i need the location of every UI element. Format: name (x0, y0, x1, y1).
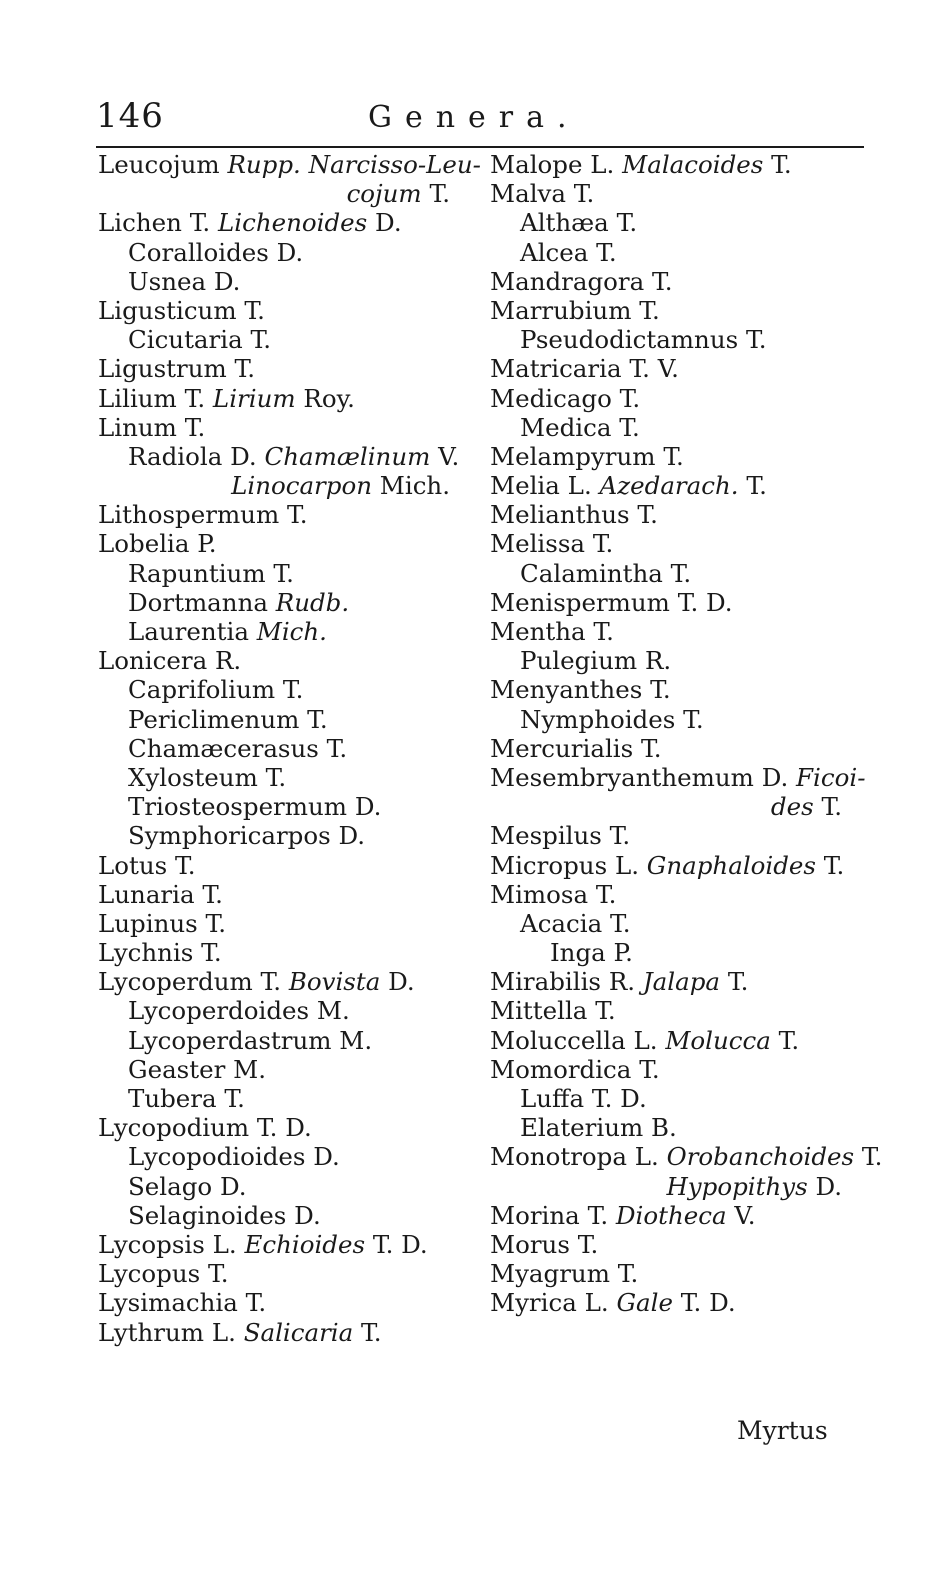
authority-abbrev: T. (650, 675, 671, 705)
genus-name: Mittella (490, 996, 588, 1026)
authority-abbrev: T. (745, 325, 767, 355)
authority-abbrev: T. (587, 1200, 609, 1230)
genus-entry (490, 1084, 870, 1113)
authority-abbrev: T. (260, 967, 282, 997)
genus-entry (98, 559, 478, 588)
authority-abbrev: T. (641, 733, 662, 763)
genus-entry (490, 821, 870, 850)
genus-name: Calamintha (520, 558, 663, 588)
authority-abbrev: T. (244, 295, 265, 325)
entry-continuation (490, 792, 870, 821)
genus-entry (490, 238, 870, 267)
genus-entry (490, 1055, 870, 1084)
authority-abbrev: T. (746, 471, 767, 501)
genus-entry (490, 617, 870, 646)
genus-name: Linum (98, 412, 177, 442)
genus-entry (490, 1026, 870, 1055)
authority-abbrev: T. (361, 1317, 382, 1347)
genus-name: Dortmanna (128, 587, 268, 617)
authority-abbrev: T. V. (629, 354, 679, 384)
genus-entry (490, 763, 870, 792)
genus-name: Morus (490, 1229, 570, 1259)
genus-name: Marrubium (490, 295, 632, 325)
genus-entry (98, 529, 478, 558)
authority-abbrev: M. (339, 1025, 373, 1055)
authority-abbrev: T. (184, 412, 206, 442)
genus-entry (490, 208, 870, 237)
genus-entry (98, 150, 481, 179)
genus-name: Lycopus (98, 1259, 201, 1289)
genus-entry (98, 1026, 478, 1055)
right-column (490, 150, 883, 1318)
genus-entry (490, 179, 870, 208)
genus-entry (490, 529, 870, 558)
authority-abbrev: M. (316, 996, 350, 1026)
genus-name: Selago (128, 1171, 213, 1201)
synonym-name: Narcisso-Leu- (308, 150, 481, 179)
genus-entry (98, 1230, 478, 1259)
genus-name: Lysimachia (98, 1288, 238, 1318)
authority-abbrev: M. (233, 1054, 266, 1084)
genus-entry (490, 1288, 870, 1317)
synonym-name: Lirium (212, 383, 296, 413)
genus-name: Micropus (490, 850, 608, 880)
genus-name: Medica (520, 412, 612, 442)
authority-abbrev: T. (265, 762, 287, 792)
genus-name: Mentha (490, 617, 586, 646)
authority-abbrev: T. (771, 150, 792, 179)
genus-name: Melia (490, 471, 560, 501)
genus-name: Mirabilis (490, 967, 602, 997)
genus-name: Ligustrum (98, 354, 227, 384)
genus-name: Lychnis (98, 938, 194, 968)
genus-name: Elaterium (520, 1113, 644, 1143)
authority-abbrev: L. (614, 850, 639, 880)
genus-entry (98, 792, 478, 821)
authority-abbrev: T. (595, 996, 616, 1026)
synonym-name: Gale (616, 1288, 673, 1318)
genus-name: Mesembryanthemum (490, 762, 754, 792)
genus-name: Usnea (128, 266, 207, 296)
genus-entry (98, 880, 478, 909)
authority-abbrev: T. (619, 412, 640, 442)
genus-name: Lythrum (98, 1317, 205, 1347)
genus-entry (490, 267, 870, 296)
authority-abbrev: T. (593, 617, 614, 646)
page-number: 146 (96, 96, 164, 136)
authority-abbrev: T. (596, 237, 617, 267)
authority-abbrev: T. (778, 1025, 800, 1055)
authority-abbrev: L. (590, 150, 615, 179)
genus-name: Lilium (98, 383, 177, 413)
authority-abbrev: L. (584, 1288, 609, 1318)
genus-entry (490, 675, 870, 704)
authority-abbrev: L. (633, 1025, 658, 1055)
genus-name: Lobelia (98, 529, 190, 559)
synonym-name: Malacoides (622, 150, 764, 179)
genus-name: Pseudodictamnus (520, 325, 739, 355)
authority-abbrev: T. D. (372, 1229, 428, 1259)
genus-entry (98, 1172, 478, 1201)
authority-abbrev: T. (727, 967, 749, 997)
authority-abbrev: D. (815, 1171, 842, 1201)
authority-abbrev: T. (184, 383, 206, 413)
genus-entry (490, 325, 870, 354)
genus-entry (98, 1259, 478, 1288)
synonym-name: Mich. (256, 617, 327, 646)
genus-entry (490, 500, 870, 529)
authority-abbrev: D. (213, 266, 241, 296)
genus-name: Menispermum (490, 587, 670, 617)
genus-name: Inga (550, 938, 606, 968)
synonym-name: Diotheca (615, 1200, 727, 1230)
genus-name: Acacia (520, 908, 603, 938)
synonym-name: Rupp. (227, 150, 301, 179)
genus-name: Medicago (490, 383, 612, 413)
genus-entry (98, 675, 478, 704)
authority-abbrev: T. (250, 325, 272, 355)
genus-name: Nymphoides (520, 704, 676, 734)
genus-entry (490, 1230, 870, 1259)
synonym-name: Molucca (665, 1025, 771, 1055)
genus-name: Lithospermum (98, 500, 280, 530)
genus-name: Ligusticum (98, 295, 237, 325)
genus-entry (98, 1055, 478, 1084)
authority-abbrev: T. (609, 908, 631, 938)
authority-abbrev: T. (245, 1288, 267, 1318)
authority-abbrev: T. (205, 908, 227, 938)
synonym-name: Ficoi- (796, 762, 866, 792)
authority-abbrev: T. (639, 295, 660, 325)
authority-abbrev: T. (429, 179, 450, 209)
genus-name: Lonicera (98, 646, 208, 676)
authority-abbrev: T. (821, 792, 842, 822)
authority-abbrev: T. (189, 208, 211, 238)
genus-entry (490, 296, 870, 325)
authority-abbrev: T. (670, 558, 692, 588)
genus-entry (490, 442, 870, 471)
authority-abbrev: L. (567, 471, 592, 501)
synonym-name: Jalapa (642, 967, 721, 997)
synonym-name: Linocarpon (231, 471, 372, 501)
authority-abbrev: T. (639, 1054, 660, 1084)
genus-name: Melissa (490, 529, 586, 559)
genus-entry (98, 296, 478, 325)
genus-name: Caprifolium (128, 675, 276, 705)
synonym-name: Gnaphaloides (646, 850, 816, 880)
genus-name: Tubera (128, 1084, 217, 1113)
genus-name: Xylosteum (128, 762, 258, 792)
genus-entry (98, 646, 478, 675)
genus-entry (490, 1113, 870, 1142)
genus-entry (98, 1318, 478, 1347)
genus-entry (490, 354, 870, 383)
genus-name: Radiola (128, 441, 223, 471)
authority-abbrev: D. (294, 1200, 321, 1230)
genus-entry (98, 208, 478, 237)
authority-abbrev: T. (619, 383, 641, 413)
authority-abbrev: R. (214, 646, 242, 676)
genus-name: Lunaria (98, 879, 195, 909)
authority-abbrev: T. (234, 354, 256, 384)
genus-name: Lupinus (98, 908, 198, 938)
genus-name: Lycopodioides (128, 1142, 306, 1172)
genus-entry (98, 442, 478, 471)
authority-abbrev: V. (438, 441, 460, 471)
authority-abbrev: P. (613, 938, 633, 968)
authority-abbrev: T. (616, 208, 638, 238)
synonym-name: Rudb. (275, 587, 350, 617)
authority-abbrev: R. (608, 967, 636, 997)
genus-entry (490, 1259, 870, 1288)
authority-abbrev: T. (637, 500, 658, 530)
genus-entry (490, 413, 870, 442)
genus-name: Moluccella (490, 1025, 626, 1055)
authority-abbrev: L. (211, 1317, 236, 1347)
authority-abbrev: T. (823, 850, 845, 880)
genus-entry (98, 617, 478, 646)
genus-name: Melianthus (490, 500, 630, 530)
entry-continuation (490, 1172, 870, 1201)
authority-abbrev: T. D. (591, 1084, 647, 1113)
genus-name: Monotropa (490, 1142, 627, 1172)
authority-abbrev: T. (683, 704, 704, 734)
genus-entry (490, 471, 870, 500)
genus-entry (490, 734, 870, 763)
genus-entry (98, 909, 478, 938)
genus-name: Melampyrum (490, 441, 656, 471)
authority-abbrev: T. (202, 879, 223, 909)
synonym-name: des (770, 792, 814, 822)
genus-name: Momordica (490, 1054, 632, 1084)
genus-entry (98, 763, 478, 792)
genus-name: Matricaria (490, 354, 622, 384)
genus-name: Leucojum (98, 150, 220, 179)
synonym-name: Echioides (244, 1229, 366, 1259)
genus-entry (98, 851, 478, 880)
genus-entry (490, 150, 870, 179)
genus-name: Luffa (520, 1084, 585, 1113)
authority-abbrev: T. (595, 879, 617, 909)
entry-continuation (98, 179, 478, 208)
genus-name: Myrica (490, 1288, 577, 1318)
authority-abbrev: D. (761, 762, 789, 792)
genus-entry (98, 384, 478, 413)
authority-abbrev: D. (375, 208, 402, 238)
authority-abbrev: T. (307, 704, 328, 734)
genus-entry (490, 967, 870, 996)
authority-abbrev: T. (287, 500, 308, 530)
authority-abbrev: D. (388, 967, 415, 997)
genus-name: Chamæcerasus (128, 733, 319, 763)
genus-entry (490, 588, 870, 617)
left-column (98, 150, 481, 1347)
genus-name: Mespilus (490, 821, 602, 851)
genus-name: Menyanthes (490, 675, 643, 705)
authority-abbrev: T. (201, 938, 222, 968)
authority-abbrev: T. (861, 1142, 883, 1172)
genus-name: Lichen (98, 208, 182, 238)
authority-abbrev: L. (212, 1229, 237, 1259)
authority-abbrev: T. (224, 1084, 245, 1113)
authority-abbrev: D. (354, 792, 382, 822)
synonym-name: Bovista (288, 967, 381, 997)
authority-abbrev: Roy. (303, 383, 355, 413)
genus-entry (98, 238, 478, 267)
genus-name: Lycoperdastrum (128, 1025, 332, 1055)
genus-entry (98, 1142, 478, 1171)
genus-entry (490, 938, 870, 967)
genus-entry (490, 996, 870, 1025)
genus-entry (98, 996, 478, 1025)
authority-abbrev: T. (273, 558, 294, 588)
authority-abbrev: T. (577, 1229, 599, 1259)
genus-name: Lycopodium (98, 1113, 250, 1143)
synonym-name: Orobanchoides (666, 1142, 855, 1172)
authority-abbrev: T. (175, 850, 196, 880)
genus-name: Althæa (520, 208, 609, 238)
authority-abbrev: B. (651, 1113, 677, 1143)
catchword: Myrtus (737, 1416, 828, 1445)
genus-name: Mercurialis (490, 733, 634, 763)
genus-name: Malope (490, 150, 583, 179)
genus-entry (98, 1288, 478, 1317)
authority-abbrev: T. D. (256, 1113, 312, 1143)
genus-name: Lycopsis (98, 1229, 205, 1259)
synonym-name: Chamælinum (264, 441, 431, 471)
genus-entry (98, 1113, 478, 1142)
genus-entry (490, 646, 870, 675)
genus-entry (490, 1142, 883, 1172)
genus-name: Malva (490, 179, 566, 209)
genus-name: Symphoricarpos (128, 821, 331, 851)
genus-entry (490, 705, 870, 734)
genus-name: Mandragora (490, 266, 645, 296)
authority-abbrev: T. (573, 179, 595, 209)
authority-abbrev: R. (644, 646, 672, 676)
genus-name: Lotus (98, 850, 168, 880)
entry-continuation (98, 471, 478, 500)
authority-abbrev: T. (282, 675, 304, 705)
genus-entry (98, 267, 478, 296)
authority-abbrev: T. D. (677, 587, 733, 617)
genus-entry (490, 384, 870, 413)
genus-name: Lycoperdum (98, 967, 253, 997)
genus-entry (98, 1084, 478, 1113)
genus-entry (98, 705, 478, 734)
running-head: Genera. (368, 100, 580, 135)
authority-abbrev: D. (276, 237, 304, 267)
authority-abbrev: T. (617, 1259, 639, 1289)
genus-name: Geaster (128, 1054, 226, 1084)
genus-name: Laurentia (128, 617, 249, 646)
genus-entry (98, 1201, 478, 1230)
genus-name: Coralloides (128, 237, 269, 267)
genus-entry (98, 413, 478, 442)
genus-entry (98, 354, 478, 383)
synonym-name: cojum (346, 179, 422, 209)
genus-entry (98, 500, 478, 529)
genus-name: Triosteospermum (128, 792, 348, 822)
genus-name: Alcea (520, 237, 589, 267)
synonym-name: Salicaria (243, 1317, 354, 1347)
genus-entry (98, 325, 478, 354)
genus-name: Mimosa (490, 879, 589, 909)
genus-entry (98, 821, 478, 850)
genus-entry (490, 851, 870, 880)
genus-name: Morina (490, 1200, 580, 1230)
genus-entry (98, 967, 478, 996)
authority-abbrev: T. (592, 529, 614, 559)
authority-abbrev: D. (313, 1142, 340, 1172)
authority-abbrev: D. (219, 1171, 247, 1201)
synonym-name: Hypopithys (666, 1171, 808, 1201)
genus-entry (98, 734, 478, 763)
authority-abbrev: P. (197, 529, 217, 559)
genus-name: Cicutaria (128, 325, 243, 355)
genus-name: Lycoperdoides (128, 996, 310, 1026)
authority-abbrev: D. (230, 441, 257, 471)
authority-abbrev: T. D. (680, 1288, 736, 1318)
genus-entry (490, 880, 870, 909)
genus-name: Selaginoides (128, 1200, 287, 1230)
synonym-name: Lichenoides (218, 208, 368, 238)
genus-entry (98, 588, 478, 617)
authority-abbrev: V. (734, 1200, 756, 1230)
synonym-name: Azedarach. (599, 471, 739, 501)
header-rule (96, 146, 864, 148)
genus-entry (98, 938, 478, 967)
genus-name: Pulegium (520, 646, 638, 676)
authority-abbrev: Mich. (379, 471, 450, 501)
authority-abbrev: T. (326, 733, 348, 763)
genus-name: Rapuntium (128, 558, 266, 588)
authority-abbrev: T. (663, 441, 684, 471)
authority-abbrev: T. (609, 821, 631, 851)
authority-abbrev: T. (207, 1259, 229, 1289)
genus-name: Myagrum (490, 1259, 610, 1289)
authority-abbrev: L. (634, 1142, 659, 1172)
genus-entry (490, 559, 870, 588)
authority-abbrev: D. (338, 821, 366, 851)
genus-entry (490, 1201, 870, 1230)
genus-entry (490, 909, 870, 938)
genus-name: Periclimenum (128, 704, 300, 734)
authority-abbrev: T. (652, 266, 673, 296)
